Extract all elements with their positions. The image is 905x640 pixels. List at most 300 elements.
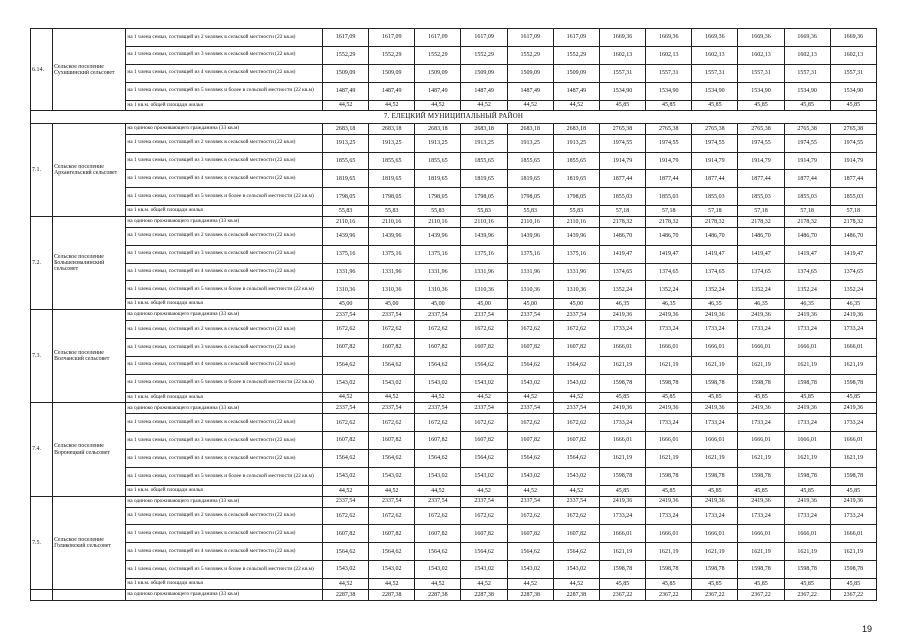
row-description: на одиноко проживающего гражданина (33 кв.м) bbox=[126, 217, 323, 228]
value-cell: 44,52 bbox=[369, 579, 415, 590]
value-cell: 1621,19 bbox=[599, 450, 645, 468]
value-cell: 2287,38 bbox=[323, 589, 369, 600]
value-cell: 1598,78 bbox=[646, 467, 692, 485]
value-cell: 1607,82 bbox=[369, 525, 415, 543]
value-cell: 1855,65 bbox=[507, 152, 553, 170]
value-cell: 1666,01 bbox=[692, 432, 738, 450]
row-description: на 1 члена семьи, состоящей из 4 человек в сельской местности (22 кв.м) bbox=[126, 356, 323, 374]
row-description: на одиноко проживающего гражданина (33 кв.м) bbox=[126, 403, 323, 414]
row-description: на 1 кв.м. общей площади жилья bbox=[126, 392, 323, 403]
value-cell: 1602,13 bbox=[738, 46, 784, 64]
value-cell: 1607,82 bbox=[415, 525, 461, 543]
value-cell: 2287,38 bbox=[507, 589, 553, 600]
value-cell: 1534,90 bbox=[692, 82, 738, 100]
value-cell: 1669,36 bbox=[738, 29, 784, 47]
value-cell: 1439,96 bbox=[415, 227, 461, 245]
value-cell: 44,52 bbox=[507, 485, 553, 496]
value-cell: 1672,62 bbox=[323, 414, 369, 432]
row-description: на 1 члена семьи, состоящей из 2 человек в сельской местности (22 кв.м) bbox=[126, 134, 323, 152]
settlement-code: 7.2. bbox=[31, 217, 53, 310]
value-cell: 45,85 bbox=[599, 392, 645, 403]
value-cell: 45,85 bbox=[738, 485, 784, 496]
value-cell: 2765,38 bbox=[830, 123, 876, 134]
value-cell: 1375,16 bbox=[369, 245, 415, 263]
value-cell: 1509,09 bbox=[369, 64, 415, 82]
value-cell: 1672,62 bbox=[507, 507, 553, 525]
value-cell: 1487,49 bbox=[323, 82, 369, 100]
value-cell: 1914,79 bbox=[830, 152, 876, 170]
value-cell: 2337,54 bbox=[323, 496, 369, 507]
value-cell: 1352,24 bbox=[692, 281, 738, 299]
value-cell: 2419,36 bbox=[738, 403, 784, 414]
value-cell: 1666,01 bbox=[830, 525, 876, 543]
value-cell: 45,85 bbox=[692, 485, 738, 496]
value-cell: 1439,96 bbox=[553, 227, 599, 245]
table-row bbox=[31, 123, 877, 134]
value-cell: 1486,70 bbox=[830, 227, 876, 245]
value-cell: 1543,02 bbox=[461, 374, 507, 392]
table-row bbox=[31, 467, 877, 485]
value-cell: 1598,78 bbox=[599, 467, 645, 485]
table-row bbox=[31, 245, 877, 263]
value-cell: 1598,78 bbox=[692, 467, 738, 485]
value-cell: 45,85 bbox=[784, 100, 830, 111]
value-cell: 55,83 bbox=[369, 206, 415, 217]
table-row bbox=[31, 338, 877, 356]
value-cell: 44,52 bbox=[323, 485, 369, 496]
value-cell: 1564,62 bbox=[369, 450, 415, 468]
value-cell: 1672,62 bbox=[415, 507, 461, 525]
value-cell: 2683,18 bbox=[369, 123, 415, 134]
value-cell: 1733,24 bbox=[646, 507, 692, 525]
value-cell: 1974,55 bbox=[692, 134, 738, 152]
value-cell: 2765,38 bbox=[646, 123, 692, 134]
value-cell: 1602,13 bbox=[692, 46, 738, 64]
value-cell: 55,83 bbox=[323, 206, 369, 217]
value-cell: 1617,09 bbox=[369, 29, 415, 47]
value-cell: 2419,36 bbox=[692, 496, 738, 507]
table-row bbox=[31, 217, 877, 228]
value-cell: 2337,54 bbox=[553, 496, 599, 507]
value-cell: 1666,01 bbox=[738, 338, 784, 356]
value-cell: 2337,54 bbox=[415, 496, 461, 507]
value-cell: 1543,02 bbox=[461, 467, 507, 485]
table-row bbox=[31, 321, 877, 339]
value-cell: 1798,05 bbox=[507, 188, 553, 206]
value-cell: 44,52 bbox=[461, 579, 507, 590]
value-cell: 1564,62 bbox=[461, 543, 507, 561]
settlement-name bbox=[53, 589, 126, 600]
value-cell: 45,00 bbox=[415, 299, 461, 310]
value-cell: 45,00 bbox=[369, 299, 415, 310]
value-cell: 1672,62 bbox=[323, 507, 369, 525]
table-row bbox=[31, 281, 877, 299]
value-cell: 2110,16 bbox=[415, 217, 461, 228]
settlement-code: 6.14. bbox=[31, 29, 53, 111]
table-row bbox=[31, 170, 877, 188]
value-cell: 2337,54 bbox=[461, 310, 507, 321]
value-cell: 1374,65 bbox=[784, 263, 830, 281]
value-cell: 1666,01 bbox=[830, 432, 876, 450]
value-cell: 1855,03 bbox=[599, 188, 645, 206]
value-cell: 1564,62 bbox=[507, 543, 553, 561]
value-cell: 1607,82 bbox=[369, 432, 415, 450]
value-cell: 1666,01 bbox=[599, 338, 645, 356]
value-cell: 1375,16 bbox=[415, 245, 461, 263]
value-cell: 1914,79 bbox=[599, 152, 645, 170]
value-cell: 1602,13 bbox=[599, 46, 645, 64]
value-cell: 1621,19 bbox=[646, 450, 692, 468]
value-cell: 1798,05 bbox=[415, 188, 461, 206]
value-cell: 1564,62 bbox=[415, 450, 461, 468]
value-cell: 57,18 bbox=[738, 206, 784, 217]
value-cell: 1913,25 bbox=[369, 134, 415, 152]
value-cell: 45,85 bbox=[692, 579, 738, 590]
value-cell: 1552,29 bbox=[553, 46, 599, 64]
value-cell: 1855,03 bbox=[830, 188, 876, 206]
table-row bbox=[31, 134, 877, 152]
value-cell: 1733,24 bbox=[738, 414, 784, 432]
value-cell: 45,85 bbox=[738, 100, 784, 111]
value-cell: 1974,55 bbox=[830, 134, 876, 152]
value-cell: 44,52 bbox=[553, 392, 599, 403]
value-cell: 1733,24 bbox=[692, 321, 738, 339]
value-cell: 1733,24 bbox=[692, 414, 738, 432]
value-cell: 1552,29 bbox=[369, 46, 415, 64]
value-cell: 2683,18 bbox=[415, 123, 461, 134]
row-description: на 1 члена семьи, состоящей из 4 человек в сельской местности (22 кв.м) bbox=[126, 170, 323, 188]
value-cell: 44,52 bbox=[461, 392, 507, 403]
value-cell: 44,52 bbox=[415, 485, 461, 496]
value-cell: 44,52 bbox=[461, 485, 507, 496]
row-description: на 1 кв.м. общей площади жилья bbox=[126, 485, 323, 496]
settlement-name: Сельское поселение Волчанский сельсовет bbox=[53, 310, 126, 403]
value-cell: 1352,24 bbox=[599, 281, 645, 299]
value-cell: 1877,44 bbox=[599, 170, 645, 188]
value-cell: 2765,38 bbox=[692, 123, 738, 134]
value-cell: 1669,36 bbox=[599, 29, 645, 47]
value-cell: 2178,32 bbox=[738, 217, 784, 228]
value-cell: 1352,24 bbox=[646, 281, 692, 299]
row-description: на одиноко проживающего гражданина (33 кв.м) bbox=[126, 589, 323, 600]
value-cell: 45,85 bbox=[646, 579, 692, 590]
value-cell: 1331,96 bbox=[553, 263, 599, 281]
table-row bbox=[31, 525, 877, 543]
value-cell: 2337,54 bbox=[323, 403, 369, 414]
row-description: на 1 члена семьи, состоящей из 5 человек и более в сельской местности (22 кв.м) bbox=[126, 561, 323, 579]
settlement-name: Сельское поселение Голиковский сельсовет bbox=[53, 496, 126, 589]
row-description: на 1 члена семьи, состоящей из 2 человек в сельской местности (22 кв.м) bbox=[126, 29, 323, 47]
value-cell: 1374,65 bbox=[692, 263, 738, 281]
value-cell: 1375,16 bbox=[507, 245, 553, 263]
value-cell: 1375,16 bbox=[323, 245, 369, 263]
value-cell: 1564,62 bbox=[323, 356, 369, 374]
value-cell: 1534,90 bbox=[784, 82, 830, 100]
value-cell: 1564,62 bbox=[369, 356, 415, 374]
table-row bbox=[31, 356, 877, 374]
table-row bbox=[31, 263, 877, 281]
value-cell: 1855,65 bbox=[323, 152, 369, 170]
value-cell: 1672,62 bbox=[323, 321, 369, 339]
value-cell: 57,18 bbox=[784, 206, 830, 217]
value-cell: 2337,54 bbox=[323, 310, 369, 321]
value-cell: 1509,09 bbox=[415, 64, 461, 82]
value-cell: 2683,18 bbox=[323, 123, 369, 134]
value-cell: 46,35 bbox=[738, 299, 784, 310]
table-row bbox=[31, 589, 877, 600]
value-cell: 45,85 bbox=[784, 392, 830, 403]
value-cell: 44,52 bbox=[507, 100, 553, 111]
value-cell: 1798,05 bbox=[553, 188, 599, 206]
page-number: 19 bbox=[862, 624, 873, 634]
value-cell: 2419,36 bbox=[599, 310, 645, 321]
value-cell: 1564,62 bbox=[507, 450, 553, 468]
value-cell: 1534,90 bbox=[599, 82, 645, 100]
district-header-row bbox=[31, 111, 877, 123]
value-cell: 1733,24 bbox=[692, 507, 738, 525]
value-cell: 1419,47 bbox=[692, 245, 738, 263]
value-cell: 1439,96 bbox=[507, 227, 553, 245]
value-cell: 1672,62 bbox=[369, 321, 415, 339]
value-cell: 1669,36 bbox=[784, 29, 830, 47]
table-row bbox=[31, 188, 877, 206]
value-cell: 44,52 bbox=[507, 392, 553, 403]
row-description: на 1 члена семьи, состоящей из 4 человек в сельской местности (22 кв.м) bbox=[126, 64, 323, 82]
value-cell: 1621,19 bbox=[646, 356, 692, 374]
value-cell: 1621,19 bbox=[738, 450, 784, 468]
value-cell: 1419,47 bbox=[784, 245, 830, 263]
value-cell: 1598,78 bbox=[830, 561, 876, 579]
value-cell: 1607,82 bbox=[369, 338, 415, 356]
value-cell: 1855,65 bbox=[553, 152, 599, 170]
value-cell: 1552,29 bbox=[461, 46, 507, 64]
value-cell: 44,52 bbox=[461, 100, 507, 111]
value-cell: 2419,36 bbox=[784, 496, 830, 507]
row-description: на 1 кв.м. общей площади жилья bbox=[126, 579, 323, 590]
value-cell: 1534,90 bbox=[646, 82, 692, 100]
value-cell: 1487,49 bbox=[461, 82, 507, 100]
value-cell: 46,35 bbox=[692, 299, 738, 310]
value-cell: 1913,25 bbox=[415, 134, 461, 152]
value-cell: 45,85 bbox=[784, 485, 830, 496]
value-cell: 57,18 bbox=[830, 206, 876, 217]
value-cell: 1669,36 bbox=[646, 29, 692, 47]
row-description: на 1 члена семьи, состоящей из 3 человек в сельской местности (22 кв.м) bbox=[126, 432, 323, 450]
value-cell: 44,52 bbox=[507, 579, 553, 590]
value-cell: 1543,02 bbox=[553, 561, 599, 579]
table-row bbox=[31, 496, 877, 507]
value-cell: 2419,36 bbox=[738, 496, 784, 507]
value-cell: 1598,78 bbox=[784, 467, 830, 485]
table-row bbox=[31, 46, 877, 64]
table-row bbox=[31, 507, 877, 525]
row-description: на 1 члена семьи, состоящей из 5 человек и более в сельской местности (22 кв.м) bbox=[126, 467, 323, 485]
value-cell: 1672,62 bbox=[369, 507, 415, 525]
value-cell: 1543,02 bbox=[369, 374, 415, 392]
value-cell: 2765,38 bbox=[599, 123, 645, 134]
value-cell: 1621,19 bbox=[692, 450, 738, 468]
value-cell: 1487,49 bbox=[553, 82, 599, 100]
value-cell: 1564,62 bbox=[415, 543, 461, 561]
value-cell: 1598,78 bbox=[784, 374, 830, 392]
row-description: на 1 члена семьи, состоящей из 2 человек в сельской местности (22 кв.м) bbox=[126, 321, 323, 339]
value-cell: 2178,32 bbox=[646, 217, 692, 228]
value-cell: 1617,09 bbox=[461, 29, 507, 47]
table-row bbox=[31, 82, 877, 100]
table-row bbox=[31, 206, 877, 217]
row-description: на 1 кв.м. общей площади жилья bbox=[126, 206, 323, 217]
value-cell: 1310,36 bbox=[369, 281, 415, 299]
value-cell: 1557,31 bbox=[784, 64, 830, 82]
settlement-code: 7.3. bbox=[31, 310, 53, 403]
value-cell: 1598,78 bbox=[738, 374, 784, 392]
value-cell: 1666,01 bbox=[692, 338, 738, 356]
value-cell: 1672,62 bbox=[461, 507, 507, 525]
value-cell: 1598,78 bbox=[646, 561, 692, 579]
value-cell: 1607,82 bbox=[323, 338, 369, 356]
value-cell: 1733,24 bbox=[830, 414, 876, 432]
row-description: на 1 члена семьи, состоящей из 5 человек и более в сельской местности (22 кв.м) bbox=[126, 281, 323, 299]
settlement-name: Сельское поселение Архангельский сельсовет bbox=[53, 123, 126, 216]
value-cell: 45,00 bbox=[461, 299, 507, 310]
value-cell: 55,83 bbox=[507, 206, 553, 217]
table-row bbox=[31, 299, 877, 310]
settlement-code bbox=[31, 589, 53, 600]
value-cell: 2367,22 bbox=[738, 589, 784, 600]
value-cell: 1598,78 bbox=[692, 374, 738, 392]
value-cell: 1914,79 bbox=[784, 152, 830, 170]
value-cell: 2337,54 bbox=[461, 403, 507, 414]
table-row bbox=[31, 485, 877, 496]
value-cell: 46,35 bbox=[784, 299, 830, 310]
value-cell: 2419,36 bbox=[784, 310, 830, 321]
settlement-code: 7.5. bbox=[31, 496, 53, 589]
value-cell: 1974,55 bbox=[646, 134, 692, 152]
value-cell: 1798,05 bbox=[369, 188, 415, 206]
value-cell: 1621,19 bbox=[784, 450, 830, 468]
value-cell: 1607,82 bbox=[553, 338, 599, 356]
row-description: на 1 члена семьи, состоящей из 3 человек в сельской местности (22 кв.м) bbox=[126, 338, 323, 356]
value-cell: 1855,65 bbox=[415, 152, 461, 170]
value-cell: 1617,09 bbox=[323, 29, 369, 47]
value-cell: 1877,44 bbox=[692, 170, 738, 188]
value-cell: 1602,13 bbox=[784, 46, 830, 64]
table-row bbox=[31, 403, 877, 414]
value-cell: 1509,09 bbox=[553, 64, 599, 82]
value-cell: 1419,47 bbox=[830, 245, 876, 263]
table-row bbox=[31, 579, 877, 590]
value-cell: 2337,54 bbox=[369, 310, 415, 321]
value-cell: 1607,82 bbox=[553, 432, 599, 450]
value-cell: 2419,36 bbox=[738, 310, 784, 321]
value-cell: 1552,29 bbox=[507, 46, 553, 64]
value-cell: 2110,16 bbox=[553, 217, 599, 228]
value-cell: 1669,36 bbox=[830, 29, 876, 47]
value-cell: 1607,82 bbox=[461, 432, 507, 450]
value-cell: 46,35 bbox=[646, 299, 692, 310]
value-cell: 1331,96 bbox=[323, 263, 369, 281]
value-cell: 1557,31 bbox=[692, 64, 738, 82]
value-cell: 1375,16 bbox=[461, 245, 507, 263]
value-cell: 1543,02 bbox=[415, 374, 461, 392]
value-cell: 2419,36 bbox=[830, 496, 876, 507]
value-cell: 2178,32 bbox=[830, 217, 876, 228]
value-cell: 1598,78 bbox=[646, 374, 692, 392]
table-body bbox=[31, 29, 877, 601]
value-cell: 1543,02 bbox=[415, 467, 461, 485]
value-cell: 1666,01 bbox=[738, 432, 784, 450]
value-cell: 1310,36 bbox=[415, 281, 461, 299]
value-cell: 1607,82 bbox=[415, 432, 461, 450]
value-cell: 1621,19 bbox=[830, 450, 876, 468]
value-cell: 1819,65 bbox=[369, 170, 415, 188]
value-cell: 1564,62 bbox=[461, 450, 507, 468]
value-cell: 45,85 bbox=[738, 392, 784, 403]
value-cell: 1733,24 bbox=[599, 507, 645, 525]
value-cell: 1855,03 bbox=[692, 188, 738, 206]
value-cell: 1543,02 bbox=[553, 467, 599, 485]
value-cell: 1486,70 bbox=[738, 227, 784, 245]
value-cell: 1666,01 bbox=[830, 338, 876, 356]
value-cell: 46,35 bbox=[830, 299, 876, 310]
value-cell: 44,52 bbox=[553, 485, 599, 496]
value-cell: 1564,62 bbox=[553, 356, 599, 374]
value-cell: 1598,78 bbox=[830, 467, 876, 485]
value-cell: 1598,78 bbox=[830, 374, 876, 392]
value-cell: 1486,70 bbox=[784, 227, 830, 245]
value-cell: 1974,55 bbox=[784, 134, 830, 152]
value-cell: 1487,49 bbox=[415, 82, 461, 100]
value-cell: 1552,29 bbox=[323, 46, 369, 64]
value-cell: 2765,38 bbox=[738, 123, 784, 134]
value-cell: 2110,16 bbox=[507, 217, 553, 228]
row-description: на одиноко проживающего гражданина (33 кв.м) bbox=[126, 310, 323, 321]
value-cell: 55,83 bbox=[461, 206, 507, 217]
table-row bbox=[31, 432, 877, 450]
value-cell: 45,85 bbox=[646, 100, 692, 111]
value-cell: 45,85 bbox=[646, 392, 692, 403]
value-cell: 1672,62 bbox=[507, 414, 553, 432]
value-cell: 1819,65 bbox=[507, 170, 553, 188]
value-cell: 1564,62 bbox=[323, 450, 369, 468]
value-cell: 1819,65 bbox=[553, 170, 599, 188]
value-cell: 1621,19 bbox=[784, 356, 830, 374]
value-cell: 1672,62 bbox=[553, 507, 599, 525]
table-row bbox=[31, 561, 877, 579]
value-cell: 2419,36 bbox=[646, 403, 692, 414]
value-cell: 45,85 bbox=[738, 579, 784, 590]
value-cell: 45,85 bbox=[599, 485, 645, 496]
value-cell: 1617,09 bbox=[415, 29, 461, 47]
value-cell: 2367,22 bbox=[599, 589, 645, 600]
value-cell: 1534,90 bbox=[738, 82, 784, 100]
value-cell: 2337,54 bbox=[415, 403, 461, 414]
value-cell: 1733,24 bbox=[784, 321, 830, 339]
value-cell: 1974,55 bbox=[738, 134, 784, 152]
value-cell: 1543,02 bbox=[369, 561, 415, 579]
value-cell: 2178,32 bbox=[692, 217, 738, 228]
value-cell: 44,52 bbox=[553, 579, 599, 590]
value-cell: 44,52 bbox=[369, 485, 415, 496]
value-cell: 1543,02 bbox=[553, 374, 599, 392]
value-cell: 1543,02 bbox=[369, 467, 415, 485]
value-cell: 44,52 bbox=[553, 100, 599, 111]
value-cell: 1669,36 bbox=[692, 29, 738, 47]
table-row bbox=[31, 414, 877, 432]
value-cell: 1543,02 bbox=[461, 561, 507, 579]
value-cell: 1877,44 bbox=[738, 170, 784, 188]
value-cell: 1543,02 bbox=[323, 467, 369, 485]
